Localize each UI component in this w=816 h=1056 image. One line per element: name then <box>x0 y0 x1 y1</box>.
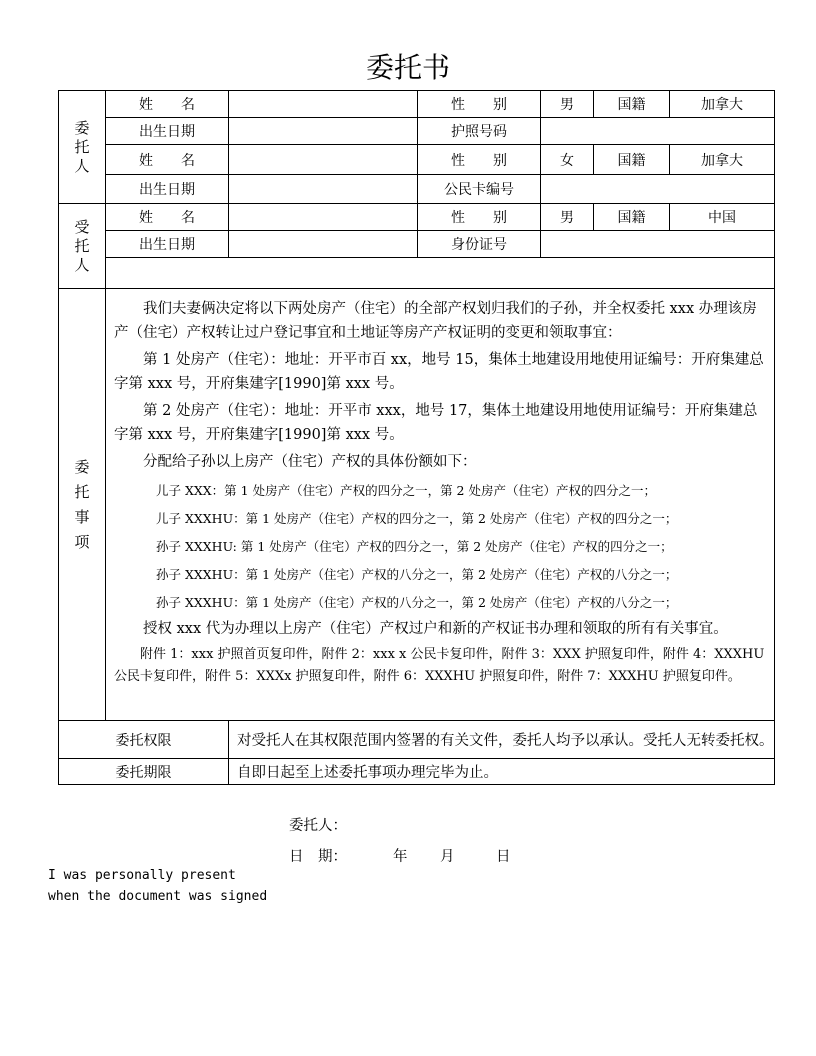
gender-label: 性 别 <box>418 91 541 118</box>
principal1-dob-field[interactable] <box>229 118 418 145</box>
principal-row-1 <box>59 91 775 118</box>
matters-row <box>59 289 775 721</box>
agent-blank-row[interactable] <box>106 258 775 289</box>
principal1-passport-field[interactable] <box>541 118 775 145</box>
witness-note-line-1: I was personally present <box>48 868 236 883</box>
scope-row <box>59 721 775 759</box>
gender-label: 性 别 <box>418 204 541 231</box>
day-label: 日 <box>496 849 511 865</box>
share-item: 孙子 XXXHU：第 1 处房产（住宅）产权的八分之一，第 2 处房产（住宅）产权的八分之一； <box>156 567 678 582</box>
year-label: 年 <box>393 849 408 865</box>
property-2-paragraph: 第 2 处房产（住宅）：地址：开平市 xxx，地号 17，集体土地建设用地使用证编号：开府集建总字第 xxx 号，开府集建字[1990]第 xxx 号。 <box>114 403 758 443</box>
dob-label: 出生日期 <box>106 175 229 204</box>
passport-number-label: 护照号码 <box>418 118 541 145</box>
principal-section-label: 委 托 人 <box>59 91 106 204</box>
period-row <box>59 759 775 785</box>
matters-content <box>106 289 775 721</box>
month-label: 月 <box>440 849 455 865</box>
attachments-paragraph: 附件 1：xxx 护照首页复印件，附件 2：xxx x 公民卡复印件，附件 3：XXX 护照复印件，附件 4：XXXHU 公民卡复印件，附件 5：XXXx 护照复印件，附件 6：XXXHU 护照复印件，附件 7：XXXHU 护照复印件。 <box>114 647 765 684</box>
agent-gender: 男 <box>541 204 594 231</box>
share-item: 孙子 XXXHU: 第 1 处房产（住宅）产权的四分之一，第 2 处房产（住宅）产权的四分之一； <box>156 539 673 554</box>
nationality-label: 国籍 <box>594 204 670 231</box>
principal2-nationality: 加拿大 <box>670 145 775 175</box>
share-item: 儿子 XXXHU：第 1 处房产（住宅）产权的四分之一，第 2 处房产（住宅）产权的四分之一； <box>156 511 678 526</box>
principal2-gender: 女 <box>541 145 594 175</box>
share-item: 孙子 XXXHU：第 1 处房产（住宅）产权的八分之一，第 2 处房产（住宅）产权的八分之一； <box>156 595 678 610</box>
period-text: 自即日起至上述委托事项办理完毕为止。 <box>229 759 775 785</box>
share-item: 儿子 XXX：第 1 处房产（住宅）产权的四分之一，第 2 处房产（住宅）产权的四分之一； <box>156 483 656 498</box>
principal-row-3 <box>59 145 775 175</box>
scope-text: 对受托人在其权限范围内签署的有关文件，委托人均予以承认。受托人无转委托权。 <box>229 721 775 759</box>
agent-name-field[interactable] <box>229 204 418 231</box>
intro-paragraph: 我们夫妻俩决定将以下两处房产（住宅）的全部产权划归我们的子孙，并全权委托 xxx 办理该房产（住宅）产权转让过户登记事宜和土地证等房产产权证明的变更和领取事宜： <box>114 301 757 341</box>
matters-section-label: 委 托 事 项 <box>59 289 106 721</box>
agent-row-3 <box>59 258 775 289</box>
principal2-citizen-card-field[interactable] <box>541 175 775 204</box>
dob-label: 出生日期 <box>106 118 229 145</box>
id-number-label: 身份证号 <box>418 231 541 258</box>
gender-label: 性 别 <box>418 145 541 175</box>
agent-id-number-field[interactable] <box>541 231 775 258</box>
principal1-name-field[interactable] <box>229 91 418 118</box>
nationality-label: 国籍 <box>594 91 670 118</box>
principal-row-4 <box>59 175 775 204</box>
witness-note-line-2: when the document was signed <box>48 889 268 904</box>
authorization-paragraph: 授权 xxx 代为办理以上房产（住宅）产权过户和新的产权证书办理和领取的所有有关事宜。 <box>143 621 728 637</box>
principal1-gender: 男 <box>541 91 594 118</box>
agent-section-label: 受 托 人 <box>59 204 106 289</box>
date-label: 日 期： <box>289 849 347 865</box>
nationality-label: 国籍 <box>594 145 670 175</box>
name-label: 姓 名 <box>106 204 229 231</box>
dob-label: 出生日期 <box>106 231 229 258</box>
document-title: 委托书 <box>365 51 450 84</box>
date-line <box>289 845 529 866</box>
name-label: 姓 名 <box>106 91 229 118</box>
name-label: 姓 名 <box>106 145 229 175</box>
principal1-nationality: 加拿大 <box>670 91 775 118</box>
principal-signature-label: 委托人： <box>289 818 347 834</box>
principal-row-2 <box>59 118 775 145</box>
period-label: 委托期限 <box>59 759 229 785</box>
citizen-card-label: 公民卡编号 <box>418 175 541 204</box>
power-of-attorney-table <box>58 90 775 785</box>
agent-row-2 <box>59 231 775 258</box>
agent-dob-field[interactable] <box>229 231 418 258</box>
principal2-name-field[interactable] <box>229 145 418 175</box>
agent-row-1 <box>59 204 775 231</box>
agent-nationality: 中国 <box>670 204 775 231</box>
principal2-dob-field[interactable] <box>229 175 418 204</box>
property-1-paragraph: 第 1 处房产（住宅）：地址：开平市百 xx，地号 15，集体土地建设用地使用证编号：开府集建总字第 xxx 号，开府集建字[1990]第 xxx 号。 <box>114 352 764 392</box>
scope-label: 委托权限 <box>59 721 229 759</box>
share-intro-paragraph: 分配给子孙以上房产（住宅）产权的具体份额如下： <box>143 454 477 470</box>
